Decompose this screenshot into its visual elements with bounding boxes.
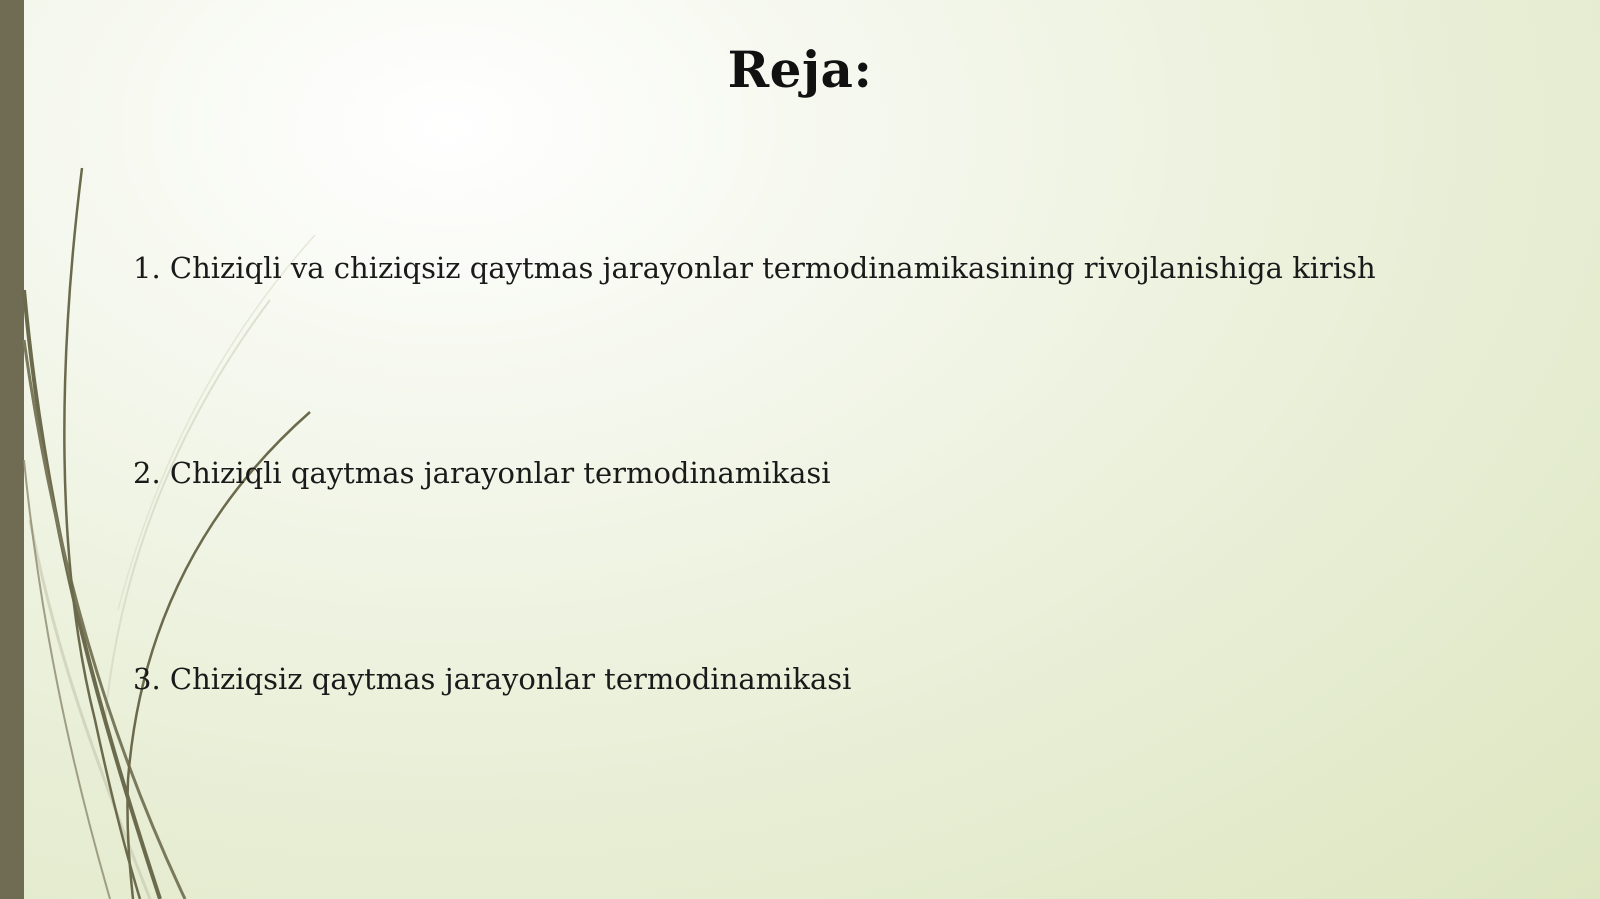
slide-title: Reja:: [727, 40, 873, 99]
plan-item-3: 3. Chiziqsiz qaytmas jarayonlar termodinamikasi: [133, 662, 852, 696]
plan-item-1: 1. Chiziqli va chiziqsiz qaytmas jarayonlar termodinamikasining rivojlanishiga kirish: [133, 251, 1376, 285]
plan-item-2: 2. Chiziqli qaytmas jarayonlar termodinamikasi: [133, 456, 831, 490]
